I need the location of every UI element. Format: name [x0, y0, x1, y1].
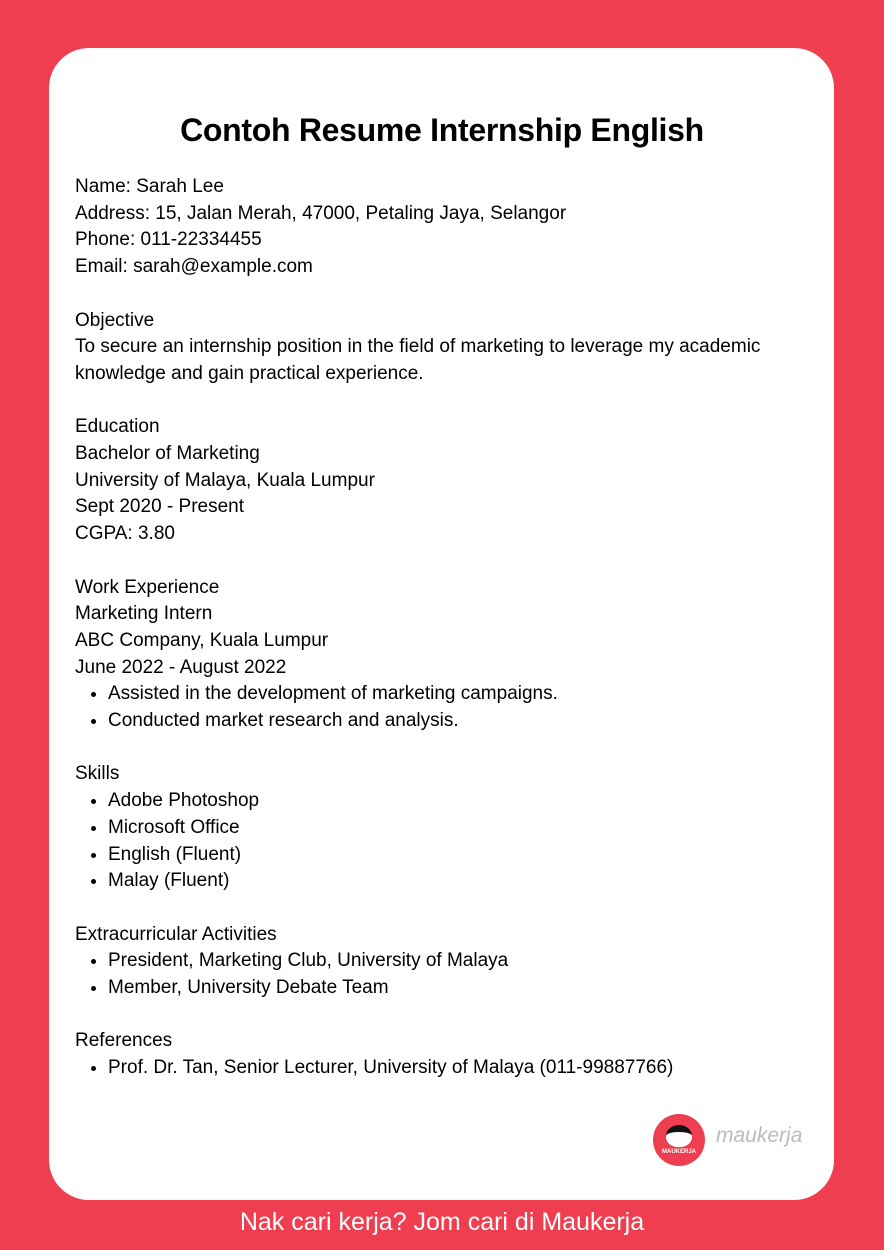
logo-text: MAUKERJA [661, 1149, 696, 1155]
skills-heading: Skills [75, 763, 120, 785]
work-line: Marketing Intern [75, 603, 213, 625]
footer-tagline: Nak cari kerja? Jom cari di Maukerja [239, 1208, 645, 1236]
extracurricular-bullets [75, 948, 795, 1001]
extracurricular-heading: Extracurricular Activities [75, 923, 277, 945]
contact-phone: Phone: 011-22334455 [75, 229, 262, 251]
contact-address: Address: 15, Jalan Merah, 47000, Petaling Jaya, Selangor [75, 202, 567, 224]
list-item: • President, Marketing Club, University of Malaya [108, 948, 795, 975]
list-item: • Malay (Fluent) [108, 868, 795, 895]
mascot-face-icon [666, 1125, 692, 1147]
work-heading: Work Experience [75, 576, 220, 598]
work-line: ABC Company, Kuala Lumpur [75, 629, 329, 651]
list-item: • Assisted in the development of marketing campaigns. [108, 681, 795, 708]
resume-body [75, 174, 795, 1082]
list-item: • Microsoft Office [108, 815, 795, 842]
education-line: Sept 2020 - Present [75, 496, 244, 518]
list-item: • English (Fluent) [108, 842, 795, 869]
references-heading: References [75, 1030, 173, 1052]
contact-email: Email: sarah@example.com [75, 256, 313, 278]
list-item: • Prof. Dr. Tan, Senior Lecturer, University of Malaya (011-99887766) [108, 1055, 795, 1082]
list-item: • Conducted market research and analysis. [108, 708, 795, 735]
work-bullets [75, 681, 795, 734]
education-heading: Education [75, 416, 160, 438]
work-line: June 2022 - August 2022 [75, 656, 287, 678]
list-item: • Adobe Photoshop [108, 788, 795, 815]
education-line: University of Malaya, Kuala Lumpur [75, 469, 375, 491]
contact-name: Name: Sarah Lee [75, 176, 224, 197]
education-line: Bachelor of Marketing [75, 443, 260, 464]
skills-bullets [75, 788, 795, 895]
references-bullets [75, 1055, 795, 1082]
brand-name: maukerja [716, 1124, 803, 1147]
education-line: CGPA: 3.80 [75, 523, 175, 545]
objective-text: To secure an internship position in the field of marketing to leverage my academic knowledge and gain practical experience. [75, 336, 761, 384]
objective-heading: Objective [75, 309, 155, 331]
list-item: • Member, University Debate Team [108, 975, 795, 1002]
maukerja-logo-icon [653, 1114, 705, 1166]
page-title: Contoh Resume Internship English [180, 112, 704, 148]
